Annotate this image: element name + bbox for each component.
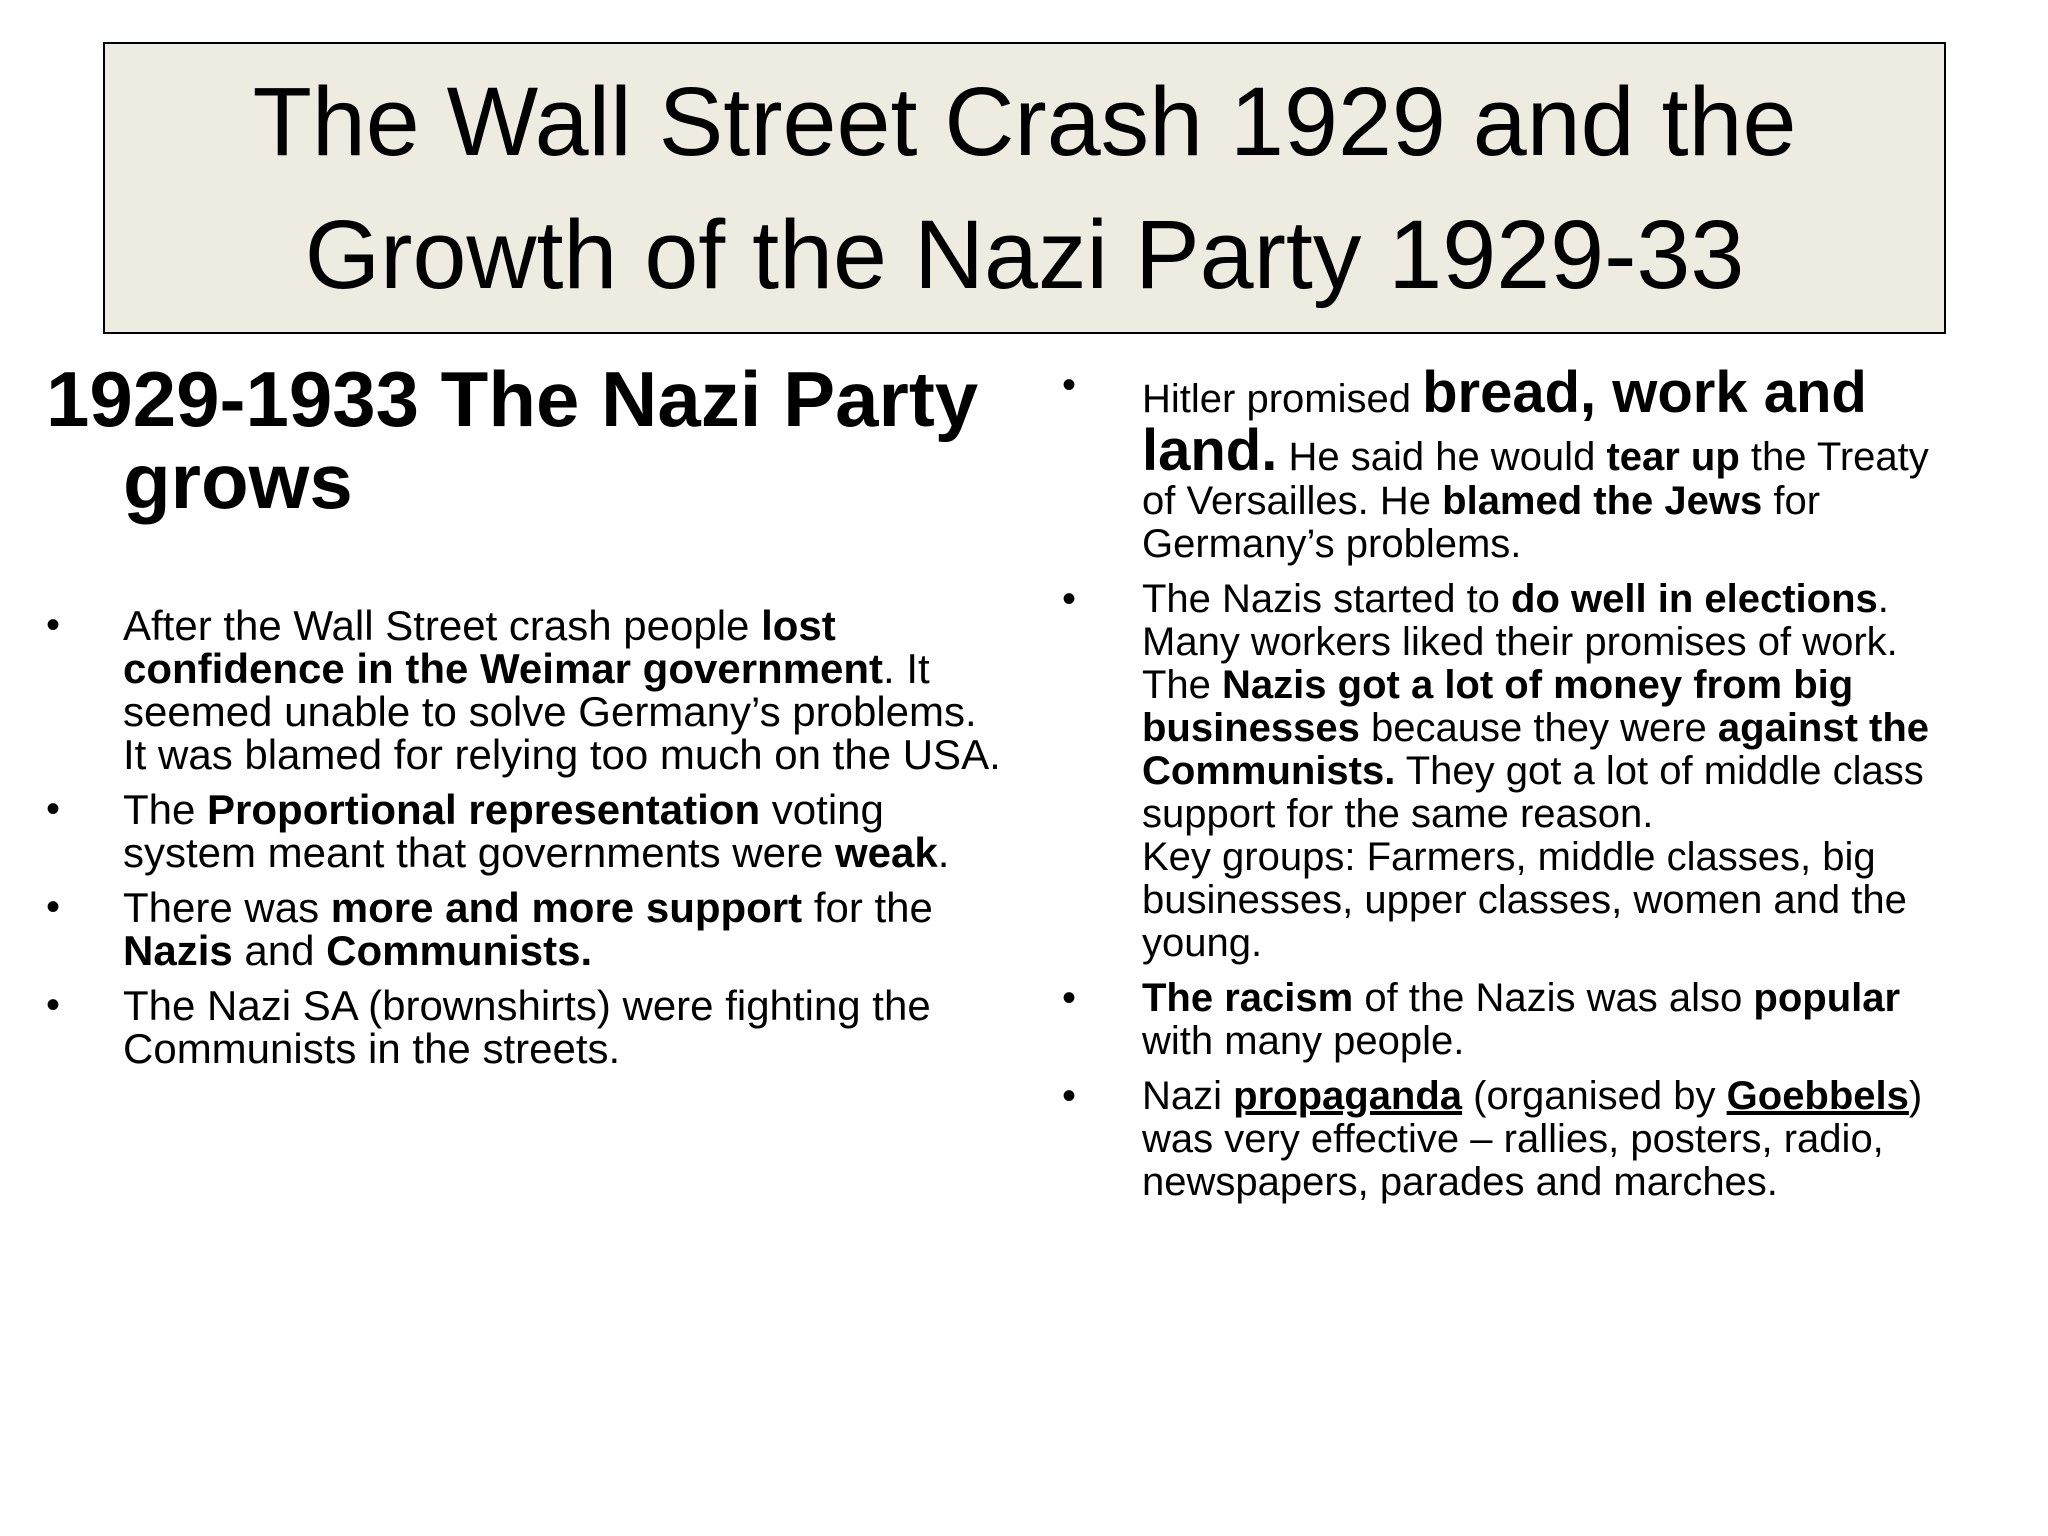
- bullet-underlined-emphasis: Goebbels: [1726, 1074, 1909, 1118]
- bullet-emphasis: tear up: [1606, 435, 1740, 479]
- bullet-emphasis: popular: [1753, 976, 1901, 1020]
- slide-title: [103, 42, 1946, 334]
- bullet-text: He said he would: [1277, 435, 1607, 479]
- bullet-text: for Germany’s problems.: [1142, 479, 1821, 566]
- bullet-text: They got a lot of middle class support for the same reason.: [1142, 749, 1924, 836]
- bullet-text: of the Nazis was also: [1353, 976, 1754, 1020]
- bullet-text: The Nazi SA (brownshirts) were fighting the Communists in the streets.: [123, 982, 931, 1072]
- section-heading: 1929-1933 The Nazi Party grows: [46, 355, 979, 525]
- bullet-dot: •: [46, 983, 61, 1027]
- bullet-text: The Nazis started to: [1142, 577, 1512, 621]
- bullet-text: There was: [123, 884, 331, 931]
- bullet-text: the Treaty of Versailles. He: [1142, 435, 1929, 523]
- list-item: [1062, 1075, 1962, 1204]
- bullet-text: .: [937, 829, 950, 876]
- bullet-large-emphasis: bread, work and land.: [1142, 360, 1867, 483]
- bullet-dot: •: [46, 885, 61, 929]
- left-bullet-list: [46, 604, 1006, 1070]
- bullet-emphasis: The racism: [1142, 976, 1354, 1020]
- bullet-text: Nazi: [1142, 1074, 1234, 1118]
- bullet-text: voting system meant that governments were: [123, 786, 884, 876]
- slide-title-line-1: The Wall Street Crash 1929 and the: [252, 67, 1797, 176]
- list-item: [46, 788, 1006, 874]
- bullet-emphasis: blamed the Jews: [1442, 479, 1763, 523]
- left-column: [46, 355, 1006, 1082]
- bullet-emphasis: weak: [834, 829, 938, 876]
- key-groups-text: Key groups: Farmers, middle classes, big businesses, upper classes, women and the young.: [1142, 835, 1907, 965]
- bullet-text: . It seemed unable to solve Germany’s problems. It was blamed for relying too much on the USA.: [123, 645, 1001, 778]
- slide-title-line-2: Growth of the Nazi Party 1929-33: [304, 200, 1745, 309]
- bullet-dot: •: [1062, 1074, 1077, 1118]
- bullet-emphasis: lost confidence in the Weimar government: [123, 602, 884, 692]
- bullet-underlined-emphasis: propaganda: [1233, 1074, 1463, 1118]
- list-item: [1062, 360, 1962, 566]
- bullet-emphasis: against the Communists.: [1142, 706, 1930, 793]
- right-column: [1062, 360, 1962, 1216]
- bullet-emphasis: more and more support: [330, 884, 803, 931]
- bullet-text: for the: [802, 884, 933, 931]
- bullet-dot: •: [1062, 976, 1077, 1020]
- bullet-text: ) was very effective – rallies, posters, radio, newspapers, parades and marches.: [1142, 1074, 1923, 1204]
- bullet-text: with many people.: [1142, 1019, 1465, 1063]
- list-item: [1062, 977, 1962, 1063]
- bullet-dot: •: [1062, 363, 1077, 407]
- bullet-emphasis: do well in elections: [1511, 577, 1878, 621]
- bullet-dot: •: [46, 603, 61, 647]
- bullet-text: and: [232, 927, 327, 974]
- bullet-dot: •: [1062, 577, 1077, 621]
- list-item: [1062, 578, 1962, 965]
- bullet-text: because they were: [1359, 706, 1718, 750]
- bullet-emphasis: Nazis got a lot of money from big businesses: [1142, 663, 1854, 750]
- bullet-text: After the Wall Street crash people: [123, 602, 762, 649]
- bullet-text: (organised by: [1462, 1074, 1727, 1118]
- list-item: [46, 886, 1006, 972]
- right-bullet-list: [1062, 360, 1962, 1204]
- bullet-emphasis: Proportional representation: [207, 786, 761, 833]
- bullet-text: Hitler promised: [1142, 377, 1423, 421]
- bullet-text: The: [123, 786, 208, 833]
- bullet-dot: •: [46, 787, 61, 831]
- list-item: [46, 604, 1006, 776]
- bullet-emphasis: Nazis: [123, 927, 233, 974]
- bullet-emphasis: Communists.: [326, 927, 593, 974]
- list-item: [46, 984, 1006, 1070]
- bullet-text: . Many workers liked their promises of work. The: [1142, 577, 1898, 707]
